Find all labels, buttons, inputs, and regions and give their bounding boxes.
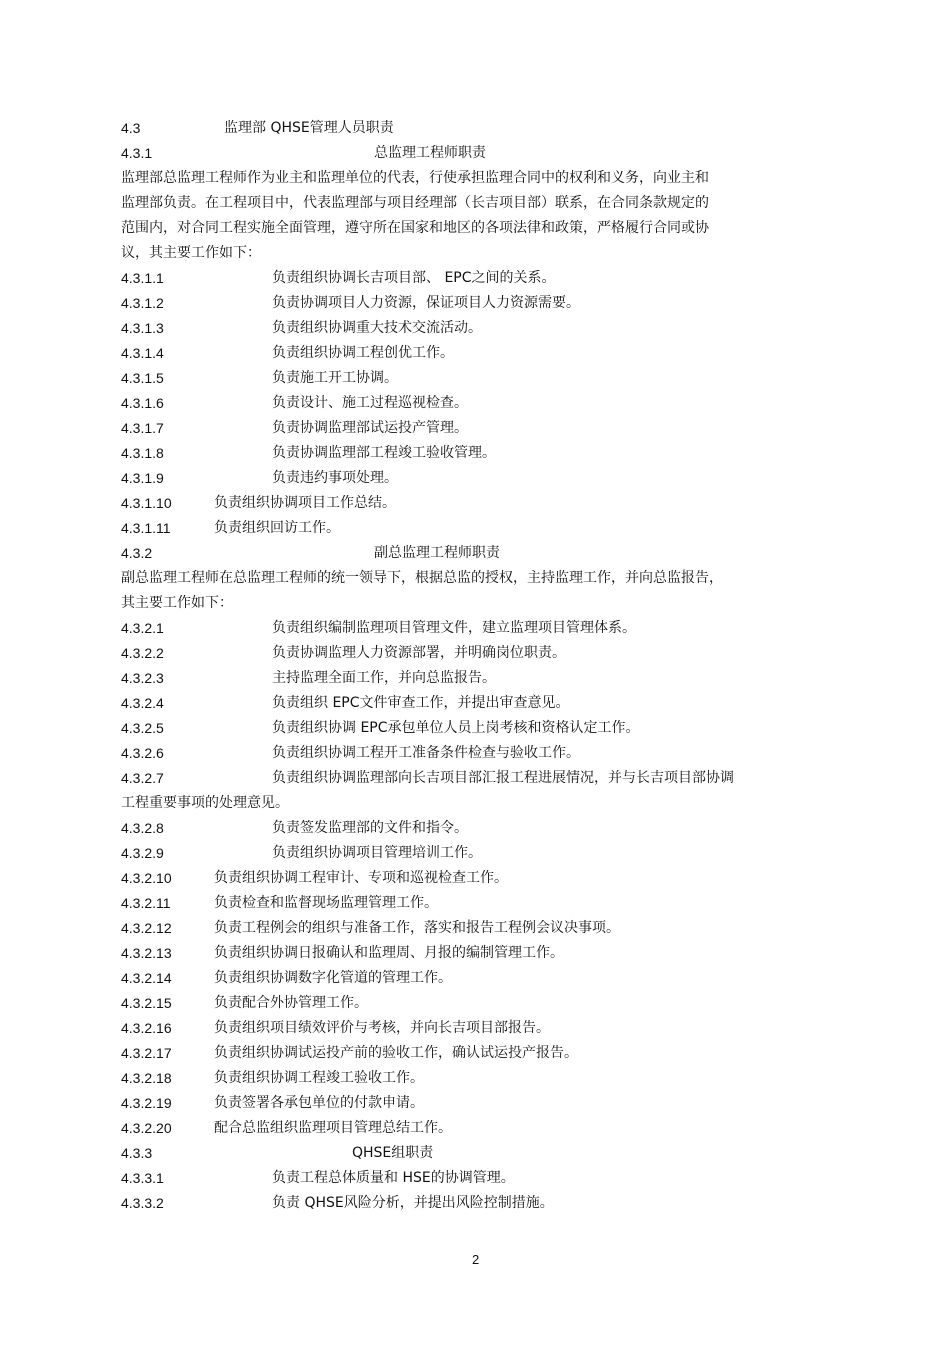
item-text: 负责工程总体质量和 HSE的协调管理。	[272, 1170, 515, 1186]
item-text-continuation: 工程重要事项的处理意见。	[121, 795, 289, 811]
item-number: 4.3.2.16	[121, 1020, 172, 1036]
item-number: 4.3.2.9	[121, 845, 164, 861]
item-number: 4.3.2.13	[121, 945, 172, 961]
item-text: 负责 QHSE风险分析，并提出风险控制措施。	[272, 1195, 554, 1211]
paragraph-line: 监理部总监理工程师作为业主和监理单位的代表，行使承担监理合同中的权利和义务，向业主和	[121, 170, 709, 186]
item-number: 4.3.1.9	[121, 470, 164, 486]
item-number: 4.3.3.1	[121, 1170, 164, 1186]
item-text: 负责组织协调工程创优工作。	[272, 345, 454, 361]
item-text: 负责协调监理部工程竣工验收管理。	[272, 445, 496, 461]
item-number: 4.3.2.1	[121, 620, 164, 636]
item-text: 主持监理全面工作，并向总监报告。	[272, 670, 496, 686]
item-number: 4.3.2.12	[121, 920, 172, 936]
item-number: 4.3.1.2	[121, 295, 164, 311]
item-number: 4.3.2.20	[121, 1120, 172, 1136]
item-number: 4.3.1.4	[121, 345, 164, 361]
item-text: 负责组织协调长吉项目部、 EPC之间的关系。	[272, 270, 556, 286]
item-number: 4.3.1.8	[121, 445, 164, 461]
section-title: 监理部 QHSE管理人员职责	[224, 120, 394, 136]
paragraph-line: 其主要工作如下：	[121, 595, 233, 611]
item-text: 负责签署各承包单位的付款申请。	[214, 1095, 424, 1111]
subsection-title: 副总监理工程师职责	[374, 545, 500, 561]
item-text: 配合总监组织监理项目管理总结工作。	[214, 1120, 452, 1136]
item-number: 4.3.2.11	[121, 895, 171, 911]
item-number: 4.3.2.7	[121, 770, 164, 786]
item-number: 4.3.1.3	[121, 320, 164, 336]
item-text: 负责组织协调监理部向长吉项目部汇报工程进展情况，并与长吉项目部协调	[272, 770, 734, 786]
item-text: 负责组织协调数字化管道的管理工作。	[214, 970, 452, 986]
item-text: 负责组织协调日报确认和监理周、月报的编制管理工作。	[214, 945, 564, 961]
item-number: 4.3.2.6	[121, 745, 164, 761]
item-text: 负责组织协调试运投产前的验收工作，确认试运投产报告。	[214, 1045, 578, 1061]
item-number: 4.3.2.18	[121, 1070, 172, 1086]
item-text: 负责检查和监督现场监理管理工作。	[214, 895, 438, 911]
item-text: 负责组织编制监理项目管理文件，建立监理项目管理体系。	[272, 620, 636, 636]
item-number: 4.3.1.5	[121, 370, 164, 386]
item-number: 4.3.2.10	[121, 870, 172, 886]
item-text: 负责工程例会的组织与准备工作，落实和报告工程例会议决事项。	[214, 920, 620, 936]
item-number: 4.3.1.6	[121, 395, 164, 411]
item-text: 负责施工开工协调。	[272, 370, 398, 386]
page-number: 2	[472, 1252, 480, 1267]
subsection-title: 总监理工程师职责	[374, 145, 486, 161]
item-text: 负责组织协调工程开工准备条件检查与验收工作。	[272, 745, 580, 761]
item-number: 4.3.2.8	[121, 820, 164, 836]
item-text: 负责组织协调工程审计、专项和巡视检查工作。	[214, 870, 508, 886]
item-number: 4.3.2.14	[121, 970, 172, 986]
item-number: 4.3.1.7	[121, 420, 164, 436]
item-text: 负责设计、施工过程巡视检查。	[272, 395, 468, 411]
paragraph-line: 监理部负责。在工程项目中，代表监理部与项目经理部（长吉项目部）联系，在合同条款规定的	[121, 195, 709, 211]
item-number: 4.3.1.10	[121, 495, 172, 511]
item-number: 4.3.2.3	[121, 670, 164, 686]
item-text: 负责组织协调重大技术交流活动。	[272, 320, 482, 336]
item-text: 负责组织项目绩效评价与考核，并向长吉项目部报告。	[214, 1020, 550, 1036]
subsection-title: QHSE组职责	[352, 1145, 434, 1161]
item-text: 负责组织回访工作。	[214, 520, 340, 536]
paragraph-line: 范围内，对合同工程实施全面管理，遵守所在国家和地区的各项法律和政策，严格履行合同或协	[121, 220, 709, 236]
item-text: 负责签发监理部的文件和指令。	[272, 820, 468, 836]
item-number: 4.3.2.4	[121, 695, 164, 711]
item-text: 负责组织协调项目管理培训工作。	[272, 845, 482, 861]
paragraph-line: 议，其主要工作如下：	[121, 245, 261, 261]
item-text: 负责违约事项处理。	[272, 470, 398, 486]
paragraph-line: 副总监理工程师在总监理工程师的统一领导下，根据总监的授权，主持监理工作，并向总监报告，	[121, 570, 723, 586]
item-number: 4.3.2.15	[121, 995, 172, 1011]
item-text: 负责协调项目人力资源，保证项目人力资源需要。	[272, 295, 580, 311]
item-text: 负责配合外协管理工作。	[214, 995, 368, 1011]
item-text: 负责组织协调项目工作总结。	[214, 495, 396, 511]
item-number: 4.3.2.19	[121, 1095, 172, 1111]
subsection-number: 4.3.1	[121, 145, 153, 161]
item-text: 负责组织 EPC文件审查工作，并提出审查意见。	[272, 695, 570, 711]
item-number: 4.3.1.11	[121, 520, 171, 536]
item-number: 4.3.2.17	[121, 1045, 172, 1061]
section-number: 4.3	[121, 120, 141, 136]
item-number: 4.3.3.2	[121, 1195, 164, 1211]
subsection-number: 4.3.2	[121, 545, 153, 561]
item-number: 4.3.1.1	[121, 270, 164, 286]
item-text: 负责组织协调工程竣工验收工作。	[214, 1070, 424, 1086]
item-number: 4.3.2.2	[121, 645, 164, 661]
item-text: 负责协调监理人力资源部署，并明确岗位职责。	[272, 645, 566, 661]
item-number: 4.3.2.5	[121, 720, 164, 736]
item-text: 负责协调监理部试运投产管理。	[272, 420, 468, 436]
subsection-number: 4.3.3	[121, 1145, 153, 1161]
item-text: 负责组织协调 EPC承包单位人员上岗考核和资格认定工作。	[272, 720, 640, 736]
